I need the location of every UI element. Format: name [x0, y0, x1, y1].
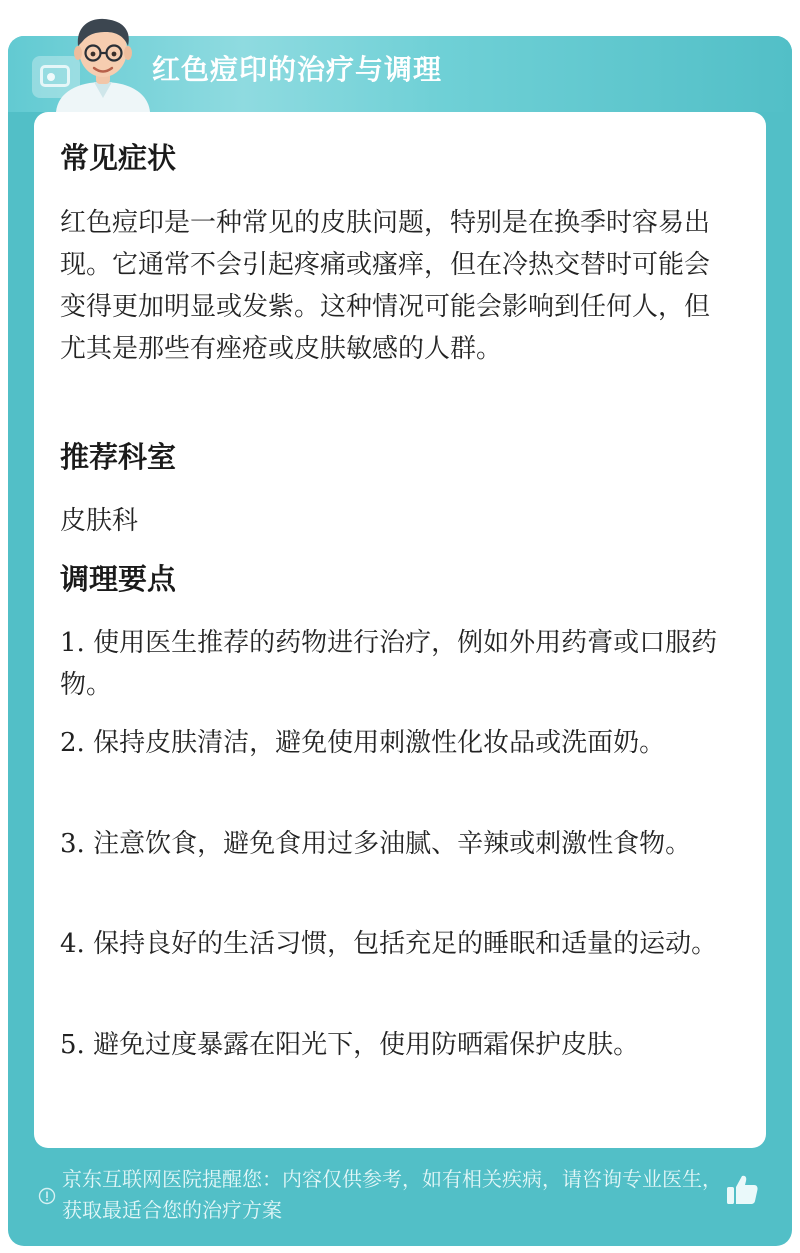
symptoms-heading: 常见症状: [60, 141, 177, 175]
care-item: [60, 823, 730, 865]
disclaimer-text: 京东互联网医院提醒您：内容仅供参考，如有相关疾病，请咨询专业医生，获取最适合您的治疗方案: [62, 1167, 722, 1222]
care-item-number: 5.: [60, 1030, 85, 1060]
care-item-text: 注意饮食，避免食用过多油腻、辛辣或刺激性食物。: [93, 829, 692, 859]
symptoms-text: 红色痘印是一种常见的皮肤问题，特别是在换季时容易出现。它通常不会引起疼痛或瘙痒，但在冷热交替时可能会变得更加明显或发紫。这种情况可能会影响到任何人，但尤其是那些有痤疮或皮肤敏感的人群。: [60, 208, 711, 364]
care-item-text: 保持皮肤清洁，避免使用刺激性化妆品或洗面奶。: [93, 728, 666, 758]
care-item-number: 2.: [60, 728, 85, 758]
content-card: [34, 112, 766, 1148]
care-item-text: 使用医生推荐的药物进行治疗，例如外用药膏或口服药物。: [60, 628, 718, 700]
care-item-text: 保持良好的生活习惯，包括充足的睡眠和适量的运动。: [93, 929, 718, 959]
care-item-text: 避免过度暴露在阳光下，使用防晒霜保护皮肤。: [93, 1030, 640, 1060]
page-title: 红色痘印的治疗与调理: [152, 53, 443, 86]
care-item-number: 3.: [60, 829, 85, 859]
doctor-avatar-icon: [48, 8, 158, 112]
care-item-number: 4.: [60, 929, 85, 959]
care-item: [60, 622, 730, 706]
care-heading: 调理要点: [60, 562, 177, 596]
care-item: [60, 722, 730, 764]
info-icon: [38, 1187, 56, 1205]
care-item: [60, 923, 730, 965]
care-item-number: 1.: [60, 628, 85, 658]
care-item: [60, 1024, 730, 1066]
thumbs-up-icon[interactable]: [724, 1172, 760, 1208]
department-heading: 推荐科室: [60, 440, 177, 474]
department-text: 皮肤科: [60, 506, 139, 536]
